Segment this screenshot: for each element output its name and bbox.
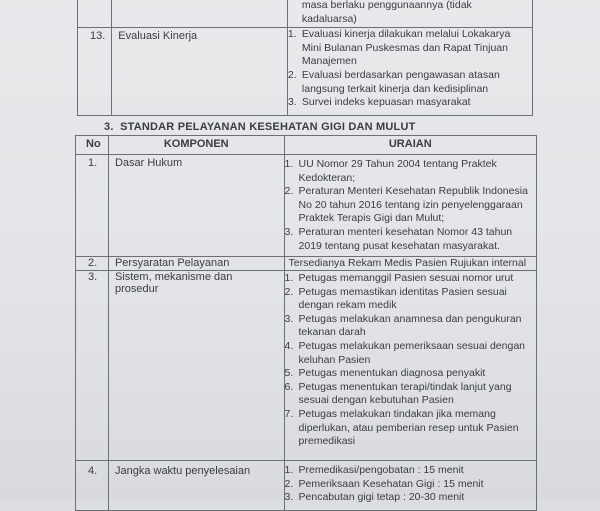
table-row: [76, 257, 537, 271]
uraian-list: [285, 464, 536, 505]
list-item-text: Premedikasi/pengobatan : 15 menit: [298, 464, 464, 476]
list-item-text: Petugas melakukan tindakan jika memang diperlukan, atau pemberian resep untuk Pasien premedikasi: [298, 407, 519, 448]
header-uraian: URAIAN: [284, 136, 536, 155]
table-row: [76, 155, 537, 257]
list-item-text: Peraturan menteri kesehatan Nomor 43 tahun 2019 tentang pusat kesehatan masyarakat.: [298, 225, 513, 252]
table-row: [78, 28, 533, 116]
row-number: 1.: [76, 155, 109, 257]
list-item: [285, 367, 532, 381]
list-item-number: 5.: [284, 367, 294, 380]
row12-continuation: masa berlaku penggunaannya (tidak kadaluarsa): [287, 0, 532, 28]
uraian-list: [285, 272, 536, 449]
table-header-row: [76, 136, 537, 155]
list-item: [285, 286, 532, 313]
row-number: 13.: [78, 28, 112, 116]
list-item: [285, 408, 532, 449]
list-item-text: Petugas memastikan identitas Pasien sesuai dengan rekam medik: [298, 285, 507, 312]
section-title-text: STANDAR PELAYANAN KESEHATAN GIGI DAN MULUT: [120, 121, 416, 133]
list-item: [285, 478, 532, 492]
uraian-list: [288, 28, 532, 110]
uraian-list: [285, 158, 536, 253]
list-item: [285, 158, 532, 185]
list-item-number: 2.: [284, 185, 294, 198]
list-item-number: 1.: [287, 28, 297, 41]
standar-pelayanan-table: [75, 135, 537, 511]
row-number: 2.: [76, 257, 109, 271]
list-item-number: 2.: [287, 68, 297, 81]
list-item-number: 3.: [284, 225, 294, 238]
row-komponen: Persyaratan Pelayanan: [108, 257, 284, 271]
list-item: [288, 69, 528, 96]
list-item-text: Petugas melakukan anamnesa dan pengukuran tekanan darah: [298, 312, 522, 339]
header-no: No: [76, 136, 109, 155]
list-item: [285, 381, 532, 408]
list-item: [285, 491, 532, 505]
table-row: [78, 0, 533, 28]
list-item-number: 3.: [284, 491, 294, 504]
list-item-number: 6.: [284, 380, 294, 393]
list-item-number: 1.: [284, 272, 294, 284]
list-item-text: Survei indeks kepuasan masyarakat: [301, 96, 471, 109]
row-uraian: Tersedianya Rekam Medis Pasien Rujukan internal: [284, 257, 536, 271]
list-item: [285, 340, 532, 367]
list-item-text: Petugas menentukan diagnosa penyakit: [298, 367, 486, 380]
header-komponen: KOMPONEN: [108, 136, 284, 155]
list-item-text: UU Nomor 29 Tahun 2004 tentang Praktek Kedokteran;: [298, 158, 497, 184]
list-item-number: 2.: [284, 477, 294, 490]
row-komponen: Dasar Hukum: [108, 155, 284, 257]
row-komponen: Jangka waktu penyelesaian: [108, 461, 284, 511]
list-item: [285, 272, 532, 286]
table-row: [76, 271, 537, 461]
row-number: 3.: [76, 271, 109, 461]
row-number: 4.: [76, 461, 109, 511]
list-item-text: Petugas menentukan terapi/tindak lanjut yang sesuai dengan kebutuhan Pasien: [298, 380, 512, 407]
list-item-text: Petugas melakukan pemeriksaan sesuai dengan keluhan Pasien: [298, 339, 525, 366]
list-item-number: 2.: [284, 285, 294, 298]
list-item-number: 7.: [284, 407, 294, 420]
list-item-text: Evaluasi berdasarkan pengawasan atasan langsung terkait kinerja dan kedisiplinan: [301, 68, 500, 95]
list-item: [285, 464, 532, 478]
list-item-text: Pencabutan gigi tetap : 20-30 menit: [298, 491, 465, 504]
list-item-number: 1.: [284, 464, 294, 476]
table-row: [76, 461, 537, 511]
row-komponen: Evaluasi Kinerja: [112, 28, 288, 116]
list-item-number: 1.: [284, 158, 294, 170]
list-item-text: Peraturan Menteri Kesehatan Republik Indonesia No 20 tahun 2016 tentang izin penyelenggaraan Praktek Terapis Gigi dan Mulut;: [298, 185, 528, 225]
list-item-text: Petugas memanggil Pasien sesuai nomor urut: [298, 272, 514, 284]
previous-section-table: [77, 0, 533, 116]
list-item-number: 3.: [287, 96, 297, 109]
list-item: [285, 226, 532, 253]
section-title: [104, 121, 416, 133]
row-komponen: Sistem, mekanisme dan prosedur: [108, 271, 284, 461]
list-item-text: Evaluasi kinerja dilakukan melalui Lokakarya Mini Bulanan Puskesmas dan Rapat Tinjuan Manajemen: [301, 28, 511, 68]
list-item-number: 3.: [284, 312, 294, 325]
list-item: [285, 313, 532, 340]
list-item: [288, 28, 528, 69]
list-item: [285, 185, 532, 226]
section-number: 3.: [104, 121, 114, 133]
list-item-text: Pemeriksaan Kesehatan Gigi : 15 menit: [298, 477, 484, 490]
list-item: [288, 96, 528, 110]
list-item-number: 4.: [284, 339, 294, 352]
